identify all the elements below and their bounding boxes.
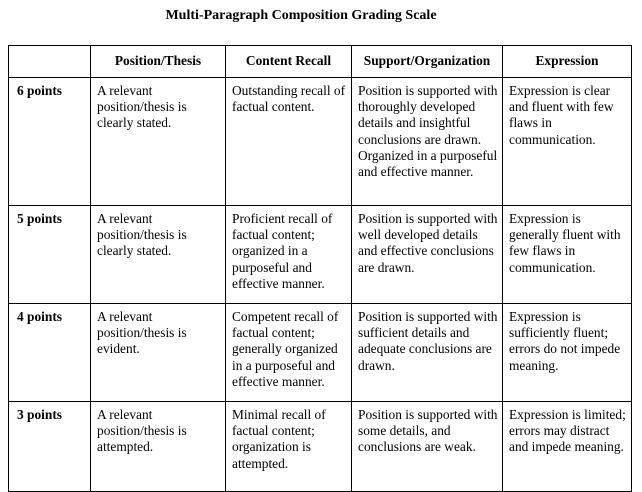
position-cell: A relevant position/thesis is clearly stated. <box>91 206 226 304</box>
expression-cell: Expression is clear and fluent with few flaws in communication. <box>503 78 632 206</box>
table-row <box>9 78 632 206</box>
points-cell: 6 points <box>9 78 91 206</box>
table-row <box>9 304 632 402</box>
expression-cell: Expression is generally fluent with few flaws in communication. <box>503 206 632 304</box>
points-cell: 3 points <box>9 402 91 492</box>
table-row <box>9 206 632 304</box>
table-header-row <box>9 46 632 78</box>
support-cell: Position is supported with well developed details and effective conclusions are drawn. <box>352 206 503 304</box>
grading-scale-table <box>8 45 632 492</box>
header-expression: Expression <box>503 46 632 78</box>
points-cell: 4 points <box>9 304 91 402</box>
page-title: Multi-Paragraph Composition Grading Scale <box>165 8 437 23</box>
support-cell: Position is supported with sufficient details and adequate conclusions are drawn. <box>352 304 503 402</box>
header-corner <box>9 46 91 78</box>
support-cell: Position is supported with thoroughly developed details and insightful conclusions are drawn. Organized in a purposeful and effective manner. <box>352 78 503 206</box>
position-cell: A relevant position/thesis is clearly stated. <box>91 78 226 206</box>
expression-cell: Expression is limited; errors may distract and impede meaning. <box>503 402 632 492</box>
support-cell: Position is supported with some details, and conclusions are weak. <box>352 402 503 492</box>
content-cell: Competent recall of factual content; generally organized in a purposeful and effective manner. <box>226 304 352 402</box>
expression-cell: Expression is sufficiently fluent; errors do not impede meaning. <box>503 304 632 402</box>
header-content-recall: Content Recall <box>226 46 352 78</box>
header-position-thesis: Position/Thesis <box>91 46 226 78</box>
content-cell: Outstanding recall of factual content. <box>226 78 352 206</box>
content-cell: Minimal recall of factual content; organization is attempted. <box>226 402 352 492</box>
table-row <box>9 402 632 492</box>
points-cell: 5 points <box>9 206 91 304</box>
position-cell: A relevant position/thesis is attempted. <box>91 402 226 492</box>
position-cell: A relevant position/thesis is evident. <box>91 304 226 402</box>
content-cell: Proficient recall of factual content; organized in a purposeful and effective manner. <box>226 206 352 304</box>
header-support-organization: Support/Organization <box>352 46 503 78</box>
